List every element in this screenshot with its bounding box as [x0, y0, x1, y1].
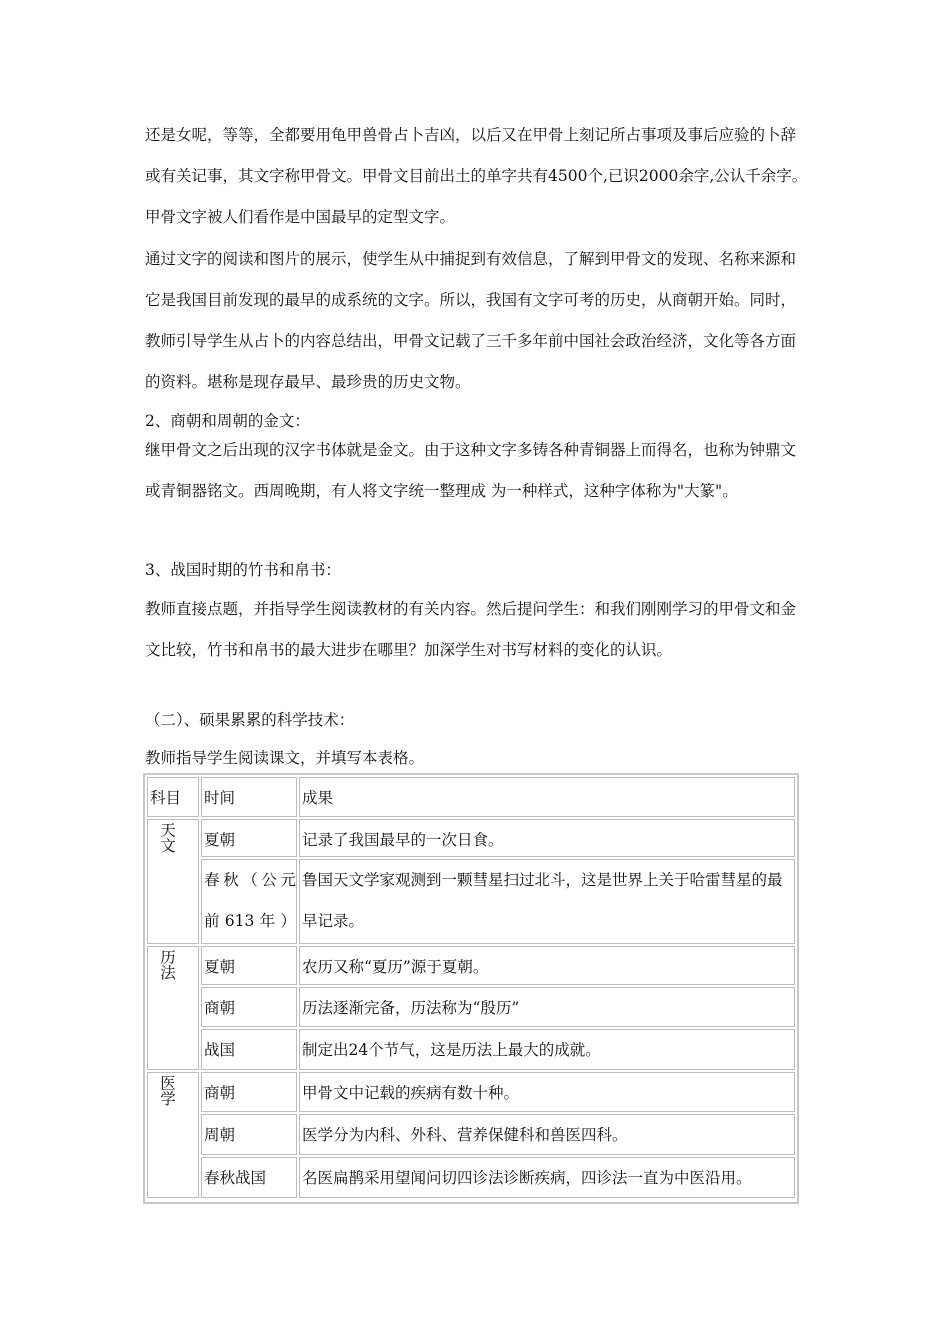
table-row-time: 商朝 — [201, 1072, 297, 1112]
table-row-result: 医学分为内科、外科、营养保健科和兽医四科。 — [299, 1114, 795, 1155]
table-header-result: 成果 — [299, 777, 795, 817]
table-row-time: 夏朝 — [201, 819, 297, 857]
table-row-time: 战国 — [201, 1029, 297, 1070]
table-row-time: 周朝 — [201, 1114, 297, 1155]
table-row-result: 农历又称“夏历”源于夏朝。 — [299, 946, 795, 985]
paragraph-bronze-inscriptions: 继甲骨文之后出现的汉字书体就是金文。由于这种文字多铸各种青铜器上而得名，也称为钟鼎文或青铜器铭文。西周晚期，有人将文字统一整理成 为一种样式，这种字体称为"大篆"。 — [145, 441, 797, 500]
table-row-result: 甲骨文中记载的疾病有数十种。 — [299, 1072, 795, 1112]
table-row-result: 鲁国天文学家观测到一颗彗星扫过北斗，这是世界上关于哈雷彗星的最早记录。 — [299, 859, 795, 944]
table-row-time: 春秋战国 — [201, 1157, 297, 1198]
paragraph-table-instruction: 教师指导学生阅读课文，并填写本表格。 — [145, 749, 425, 767]
paragraph-oracle-bone-intro: 还是女呢，等等，全都要用龟甲兽骨占卜吉凶，以后又在甲骨上刻记所占事项及事后应验的卜辞或有关记事，其文字称甲骨文。甲骨文目前出土的单字共有4500个,已识2000余字,公认千余字。甲骨文字被人们看作是中国最早的定型文字。 — [145, 126, 808, 226]
table-row-result: 名医扁鹊采用望闻问切四诊法诊断疾病，四诊法一直为中医沿用。 — [299, 1157, 795, 1198]
heading-science-technology: （二）、硕果累累的科学技术： — [145, 711, 355, 729]
table-row-time: 春秋（公元前613年） — [201, 859, 297, 944]
table-subject-astronomy: 天文 — [147, 819, 199, 944]
table-subject-medicine: 医学 — [147, 1072, 199, 1198]
heading-bronze-inscriptions: 2、商朝和周朝的金文： — [145, 412, 310, 430]
table-row-result: 历法逐渐完备，历法称为“殷历” — [299, 987, 795, 1027]
paragraph-bamboo-silk-books: 教师直接点题，并指导学生阅读教材的有关内容。然后提问学生：和我们刚刚学习的甲骨文和金文比较，竹书和帛书的最大进步在哪里？加深学生对书写材料的变化的认识。 — [145, 600, 797, 659]
heading-bamboo-silk-books: 3、战国时期的竹书和帛书： — [145, 561, 341, 579]
science-table — [143, 773, 799, 1204]
table-row-result: 制定出24个节气，这是历法上最大的成就。 — [299, 1029, 795, 1070]
table-header-subject: 科目 — [147, 777, 199, 817]
paragraph-oracle-bone-teaching: 通过文字的阅读和图片的展示，使学生从中捕捉到有效信息，了解到甲骨文的发现、名称来源和它是我国目前发现的最早的成系统的文字。所以，我国有文字可考的历史，从商朝开始。同时，教师引导学生从占卜的内容总结出，甲骨文记载了三千多年前中国社会政治经济，文化等各方面的资料。堪称是现存最早、最珍贵的历史文物。 — [145, 250, 797, 391]
table-row-time: 夏朝 — [201, 946, 297, 985]
table-row-result: 记录了我国最早的一次日食。 — [299, 819, 795, 857]
table-row-time: 商朝 — [201, 987, 297, 1027]
table-subject-calendar: 历法 — [147, 946, 199, 1070]
table-header-time: 时间 — [201, 777, 297, 817]
